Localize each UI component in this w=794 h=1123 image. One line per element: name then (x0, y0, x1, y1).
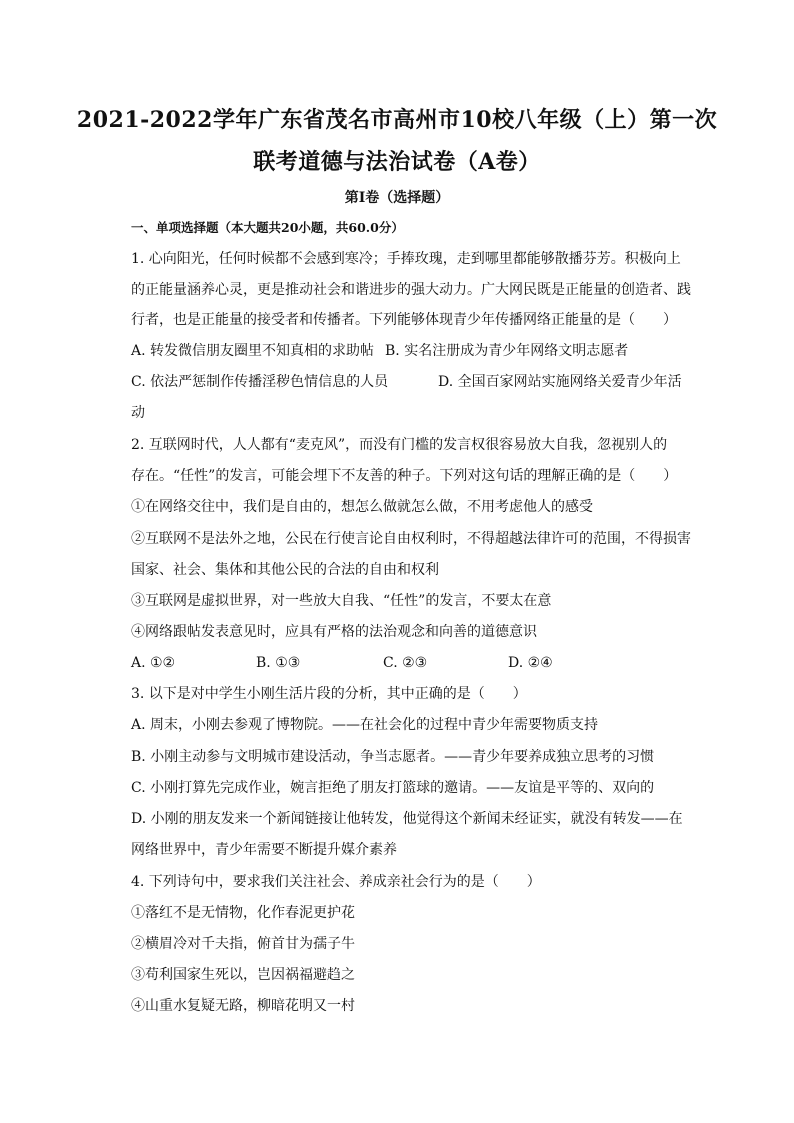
q3-option-b: B. 小刚主动参与文明城市建设活动，争当志愿者。——青少年要养成独立思考的习惯 (131, 749, 655, 765)
q1-stem-line2: 的正能量涵养心灵，更是推动社会和谐进步的强大动力。广大网民既是正能量的创造者、践 (131, 282, 691, 298)
q2-stem-line1: 2. 互联网时代，人人都有“麦克风”，而没有门槛的发言权很容易放大自我，忽视别人的 (131, 437, 668, 453)
section-heading: 一、单项选择题（本大题共20小题，共60.0分） (131, 220, 404, 235)
q2-statement-1: ①在网络交往中，我们是自由的，想怎么做就怎么做，不用考虑他人的感受 (131, 499, 593, 515)
q3-stem: 3. 以下是对中学生小刚生活片段的分析，其中正确的是（ ） (131, 686, 527, 702)
q1-option-d: D. 全国百家网站实施网络关爱青少年活 (438, 374, 682, 390)
q4-stem: 4. 下列诗句中，要求我们关注社会、养成亲社会行为的是（ ） (131, 874, 541, 890)
exam-title-line2: 联考道德与法治试卷（A卷） (253, 149, 541, 175)
q1-option-b: B. 实名注册成为青少年网络文明志愿者 (385, 343, 629, 359)
q2-statement-3: ③互联网是虚拟世界，对一些放大自我、“任性”的发言，不要太在意 (131, 593, 552, 609)
q4-statement-3: ③苟利国家生死以，岂因祸福避趋之 (131, 967, 355, 983)
q3-option-a: A. 周末，小刚去参观了博物院。——在社会化的过程中青少年需要物质支持 (131, 717, 599, 733)
q4-statement-2: ②横眉冷对千夫指，俯首甘为孺子牛 (131, 936, 355, 952)
volume-heading: 第I卷（选择题） (344, 190, 450, 206)
q1-option-a: A. 转发微信朋友圈里不知真相的求助帖 (131, 343, 375, 359)
q1-option-d-cont: 动 (131, 405, 145, 421)
q1-stem-line1: 1. 心向阳光，任何时候都不会感到寒冷；手捧玫瑰，走到哪里都能够散播芬芳。积极向上 (131, 251, 681, 267)
q2-option-c: C. ②③ (383, 655, 428, 671)
q3-option-d-cont: 网络世界中，青少年需要不断提升媒介素养 (131, 842, 397, 858)
q2-statement-2: ②互联网不是法外之地，公民在行使言论自由权利时，不得超越法律许可的范围，不得损害 (131, 531, 691, 547)
q3-option-c: C. 小刚打算先完成作业，婉言拒绝了朋友打篮球的邀请。——友谊是平等的、双向的 (131, 780, 655, 796)
q2-option-b: B. ①③ (256, 655, 301, 671)
q2-option-d: D. ②④ (508, 655, 553, 671)
exam-title-line1: 2021-2022学年广东省茂名市高州市10校八年级（上）第一次 (76, 107, 718, 133)
q3-option-d: D. 小刚的朋友发来一个新闻链接让他转发，他觉得这个新闻未经证实，就没有转发——在 (131, 811, 683, 827)
q1-stem-line3: 行者，也是正能量的接受者和传播者。下列能够体现青少年传播网络正能量的是（ ） (131, 312, 677, 328)
q4-statement-1: ①落红不是无情物，化作春泥更护花 (131, 905, 355, 921)
q2-stem-line2: 存在。“任性”的发言，可能会埋下不友善的种子。下列对这句话的理解正确的是（ ） (131, 468, 678, 484)
q1-option-c: C. 依法严惩制作传播淫秽色情信息的人员 (131, 374, 389, 390)
q2-statement-2-cont: 国家、社会、集体和其他公民的合法的自由和权利 (131, 562, 439, 578)
q2-option-a: A. ①② (131, 655, 176, 671)
q2-statement-4: ④网络跟帖发表意见时，应具有严格的法治观念和向善的道德意识 (131, 624, 537, 640)
q4-statement-4: ④山重水复疑无路，柳暗花明又一村 (131, 998, 355, 1014)
